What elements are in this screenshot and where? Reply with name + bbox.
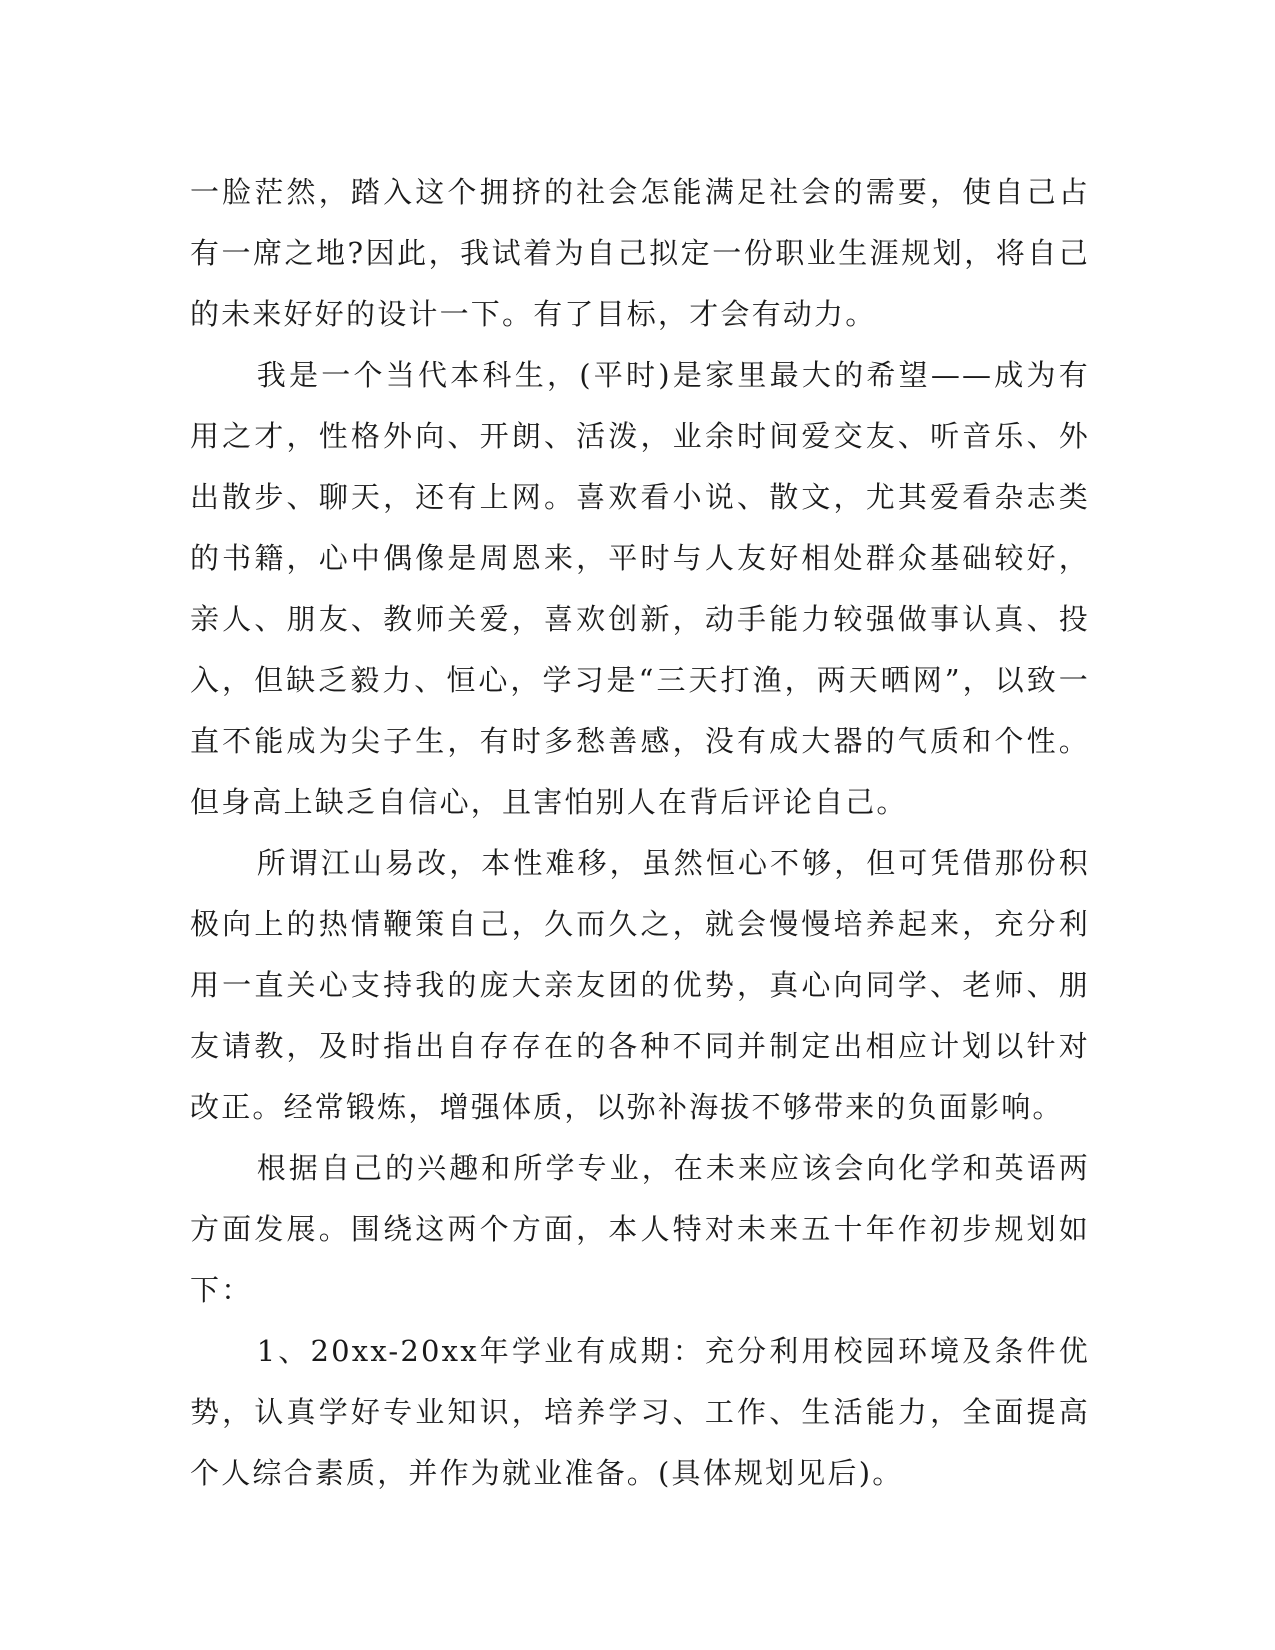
paragraph-intro: 一脸茫然，踏入这个拥挤的社会怎能满足社会的需要，使自己占有一席之地?因此，我试着为自己拟定一份职业生涯规划，将自己的未来好好的设计一下。有了目标，才会有动力。 <box>190 175 1090 331</box>
paragraph-self-improvement: 所谓江山易改，本性难移，虽然恒心不够，但可凭借那份积极向上的热情鞭策自己，久而久之，就会慢慢培养起来，充分利用一直关心支持我的庞大亲友团的优势，真心向同学、老师、朋友请教，及时指出自存存在的各种不同并制定出相应计划以针对改正。经常锻炼，增强体质，以弥补海拔不够带来的负面影响。 <box>190 846 1090 1124</box>
paragraph-development-direction: 根据自己的兴趣和所学专业，在未来应该会向化学和英语两方面发展。围绕这两个方面，本人特对未来五十年作初步规划如下： <box>190 1151 1090 1307</box>
document-body <box>190 162 1090 1504</box>
paragraph-self-description: 我是一个当代本科生，(平时)是家里最大的希望——成为有用之才，性格外向、开朗、活泼，业余时间爱交友、听音乐、外出散步、聊天，还有上网。喜欢看小说、散文，尤其爱看杂志类的书籍，心中偶像是周恩来，平时与人友好相处群众基础较好，亲人、朋友、教师关爱，喜欢创新，动手能力较强做事认真、投入，但缺乏毅力、恒心，学习是“三天打渔，两天晒网”，以致一直不能成为尖子生，有时多愁善感，没有成大器的气质和个性。但身高上缺乏自信心，且害怕别人在背后评论自己。 <box>190 358 1090 819</box>
paragraph-plan-stage-1: 1、20xx-20xx年学业有成期：充分利用校园环境及条件优势，认真学好专业知识，培养学习、工作、生活能力，全面提高个人综合素质，并作为就业准备。(具体规划见后)。 <box>190 1334 1090 1490</box>
